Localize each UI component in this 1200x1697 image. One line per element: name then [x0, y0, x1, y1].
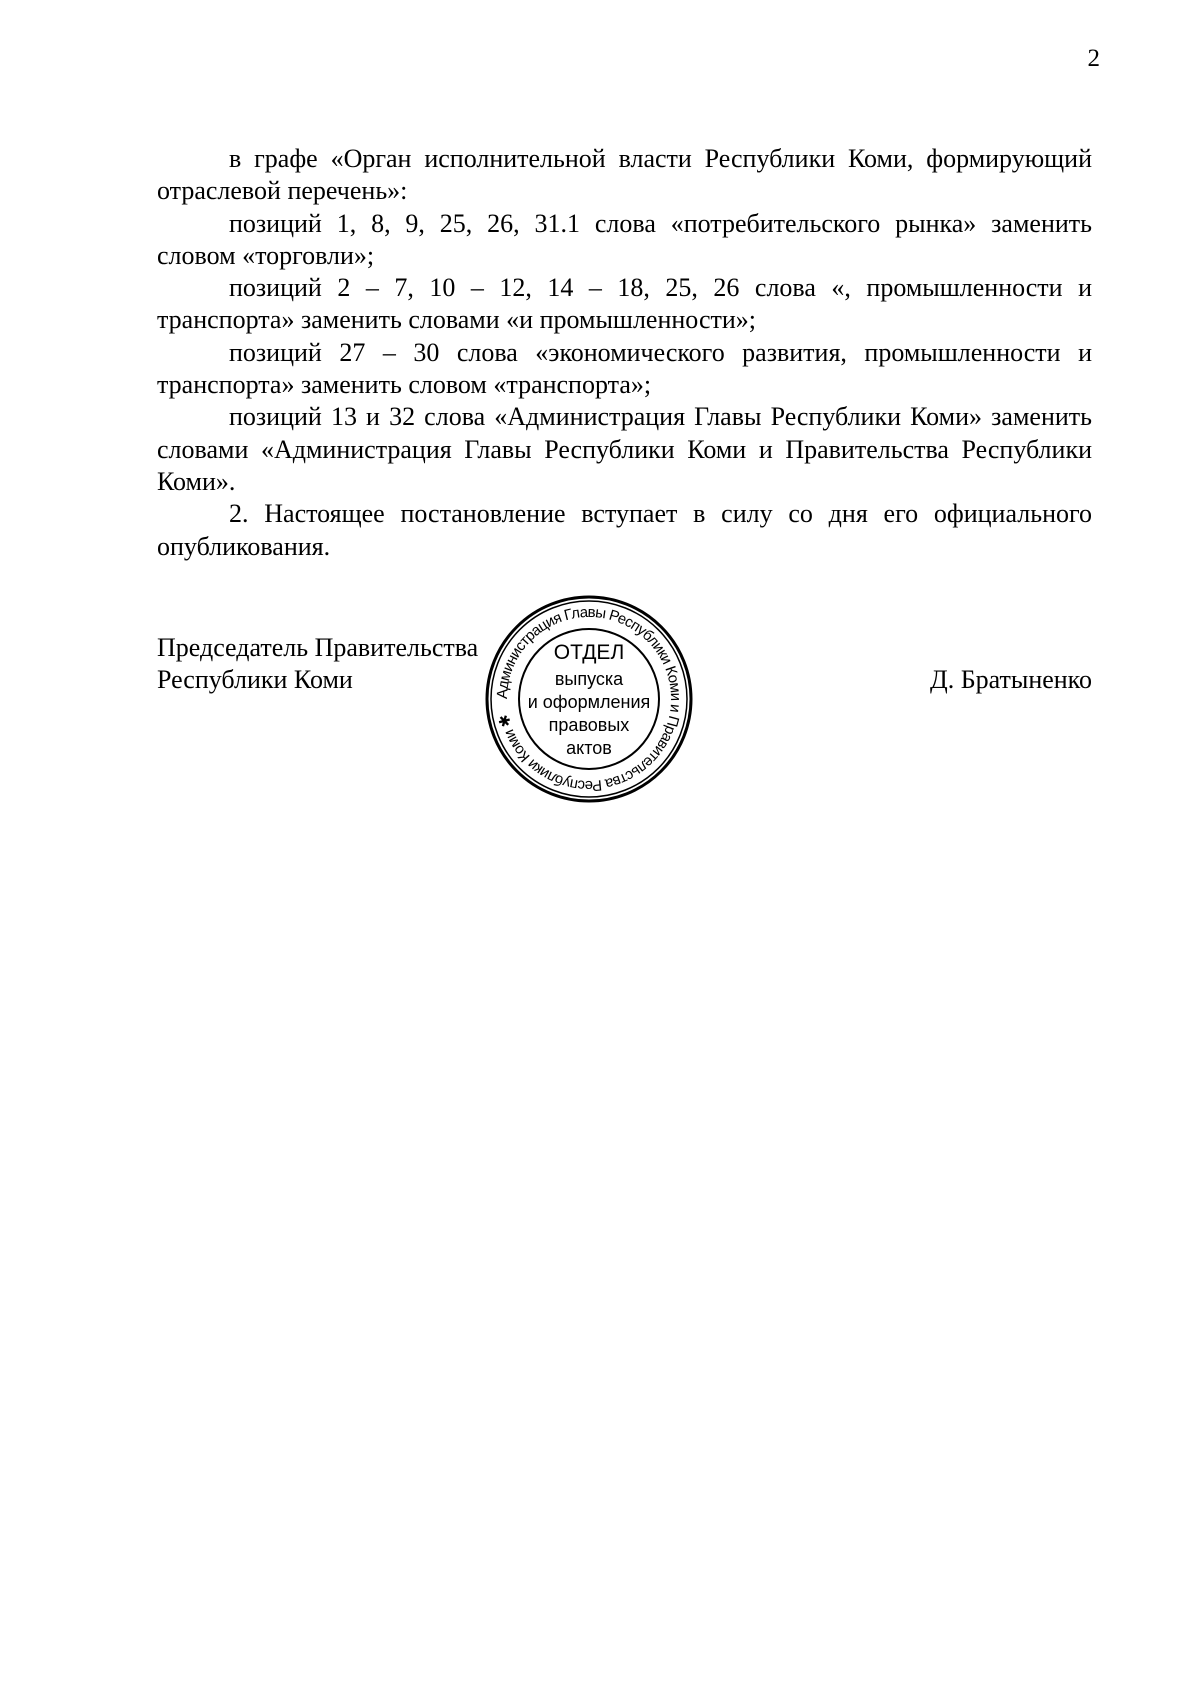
signer-name: Д. Братыненко: [929, 665, 1092, 694]
paragraph: позиций 13 и 32 слова «Администрация Главы Республики Коми» заменить словами «Администрация Главы Республики Коми и Правительства Республики Коми».: [157, 402, 1092, 496]
official-seal: [483, 593, 695, 805]
paragraph: позиций 2 – 7, 10 – 12, 14 – 18, 25, 26 слова «, промышленности и транспорта» заменить словами «и промышленности»;: [157, 273, 1092, 335]
seal-center-line: правовых: [548, 715, 630, 735]
paragraph: 2. Настоящее постановление вступает в силу со дня его официального опубликования.: [157, 499, 1092, 561]
paragraph: позиций 1, 8, 9, 25, 26, 31.1 слова «потребительского рынка» заменить словом «торговли»;: [157, 208, 1092, 270]
seal-center-line: и оформления: [527, 692, 651, 712]
seal-center-text: [528, 641, 651, 758]
seal-graphic: [483, 593, 695, 805]
signer-title: [157, 632, 478, 696]
seal-center-line: выпуска: [554, 669, 624, 689]
seal-center-line: ОТДЕЛ: [553, 641, 625, 664]
signer-title-line: Республики Коми: [157, 665, 353, 694]
paragraph: позиций 27 – 30 слова «экономического развития, промышленности и транспорта» заменить словом «транспорта»;: [157, 337, 1092, 400]
page-number: 2: [1087, 45, 1100, 72]
seal-center-line: актов: [566, 738, 612, 758]
signer-title-line: Председатель Правительства: [157, 633, 479, 662]
seal-ring-textpath: Администрация Главы Республики Коми и Правительства Республики Коми ✱: [493, 603, 685, 795]
document-body: [157, 143, 1092, 563]
paragraph: в графе «Орган исполнительной власти Республики Коми, формирующий отраслевой перечень»:: [157, 144, 1092, 206]
